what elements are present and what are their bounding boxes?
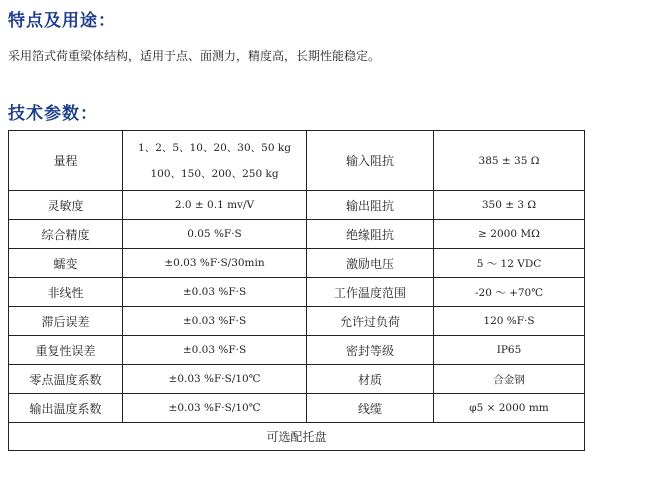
table-footer-row: [9, 423, 585, 451]
table-row: [9, 278, 585, 307]
spec-value: φ5 × 2000 mm: [434, 394, 585, 423]
table-row: [9, 191, 585, 220]
spec-value: ±0.03 %F·S: [123, 278, 307, 307]
table-row: [9, 394, 585, 423]
spec-value: 385 ± 35 Ω: [434, 131, 585, 191]
spec-label: 重复性误差: [9, 336, 123, 365]
spec-value: 0.05 %F·S: [123, 220, 307, 249]
range-line: 100、150、200、250 kg: [150, 167, 279, 180]
spec-label: 输入阻抗: [307, 131, 434, 191]
spec-value: 合金钢: [434, 365, 585, 394]
spec-label: 激励电压: [307, 249, 434, 278]
product-description: 采用箔式荷重梁体结构，适用于点、面测力，精度高，长期性能稳定。: [8, 49, 381, 63]
table-row: [9, 365, 585, 394]
spec-value: 5 ～ 12 VDC: [434, 249, 585, 278]
spec-label: 输出温度系数: [9, 394, 123, 423]
optional-tray-note: 可选配托盘: [9, 423, 585, 451]
table-row: [9, 307, 585, 336]
spec-label: 量程: [9, 131, 123, 191]
spec-value: ±0.03 %F·S/10℃: [123, 394, 307, 423]
spec-label: 输出阻抗: [307, 191, 434, 220]
spec-label: 蠕变: [9, 249, 123, 278]
spec-label: 允许过负荷: [307, 307, 434, 336]
spec-label: 绝缘阻抗: [307, 220, 434, 249]
spec-value: ±0.03 %F·S: [123, 307, 307, 336]
table-row: [9, 220, 585, 249]
spec-value: 2.0 ± 0.1 mv/V: [123, 191, 307, 220]
spec-label: 滞后误差: [9, 307, 123, 336]
spec-label: 灵敏度: [9, 191, 123, 220]
spec-value: ±0.03 %F·S: [123, 336, 307, 365]
spec-value: 350 ± 3 Ω: [434, 191, 585, 220]
features-heading: 特点及用途：: [8, 11, 116, 31]
spec-label: 非线性: [9, 278, 123, 307]
spec-value: ±0.03 %F·S/10℃: [123, 365, 307, 394]
spec-label: 线缆: [307, 394, 434, 423]
spec-value: IP65: [434, 336, 585, 365]
spec-value: -20 ～ +70℃: [434, 278, 585, 307]
spec-label: 材质: [307, 365, 434, 394]
spec-value: [123, 131, 307, 191]
spec-table: [8, 130, 585, 451]
spec-label: 零点温度系数: [9, 365, 123, 394]
spec-value: 120 %F·S: [434, 307, 585, 336]
table-row: [9, 131, 585, 191]
spec-label: 综合精度: [9, 220, 123, 249]
spec-label: 密封等级: [307, 336, 434, 365]
spec-value: ≥ 2000 MΩ: [434, 220, 585, 249]
range-line: 1、2、5、10、20、30、50 kg: [138, 141, 291, 154]
spec-label: 工作温度范围: [307, 278, 434, 307]
params-heading: 技术参数：: [8, 104, 98, 124]
table-row: [9, 249, 585, 278]
table-row: [9, 336, 585, 365]
spec-value: ±0.03 %F·S/30min: [123, 249, 307, 278]
